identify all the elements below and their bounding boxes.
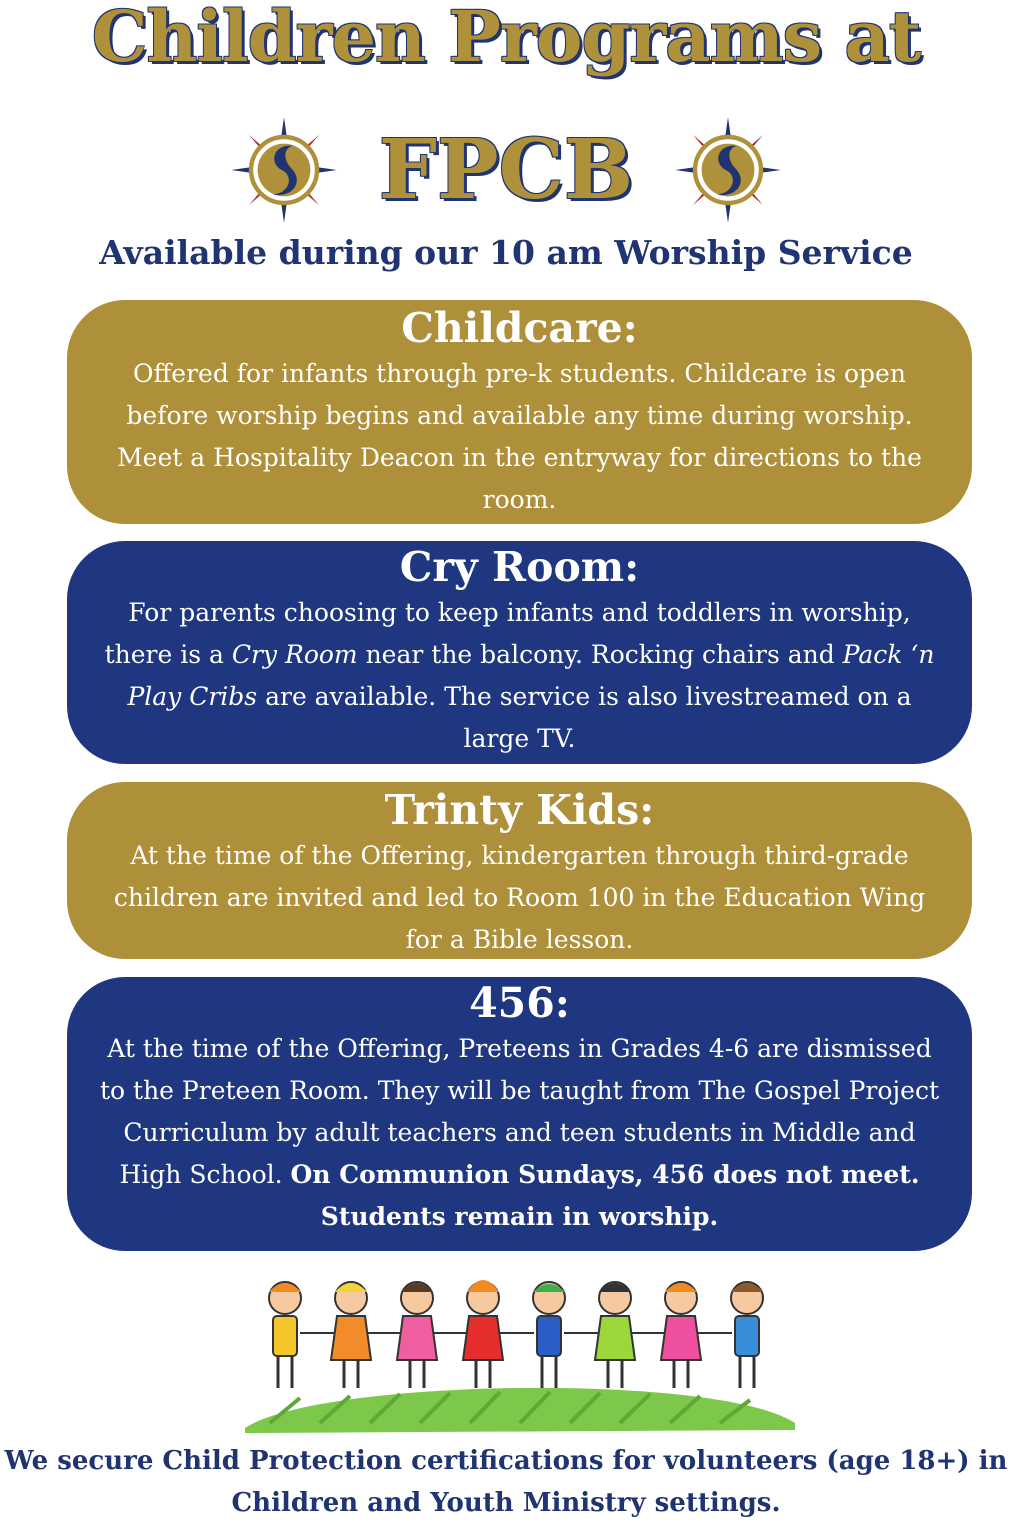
footer-note: We secure Child Protection certifications for volunteers (age 18+) in Children and Youth Ministry settings. bbox=[4, 1446, 1008, 1518]
group-456-body bbox=[95, 1028, 944, 1238]
group-456-body-bold: On Communion Sundays, 456 does not meet. Students remain in worship. bbox=[290, 1160, 920, 1232]
children-holding-hands-illustration bbox=[240, 1258, 800, 1438]
title-line-1: Children Programs at bbox=[91, 0, 921, 78]
group-456-card bbox=[67, 977, 972, 1251]
subtitle: Available during our 10 am Worship Service bbox=[99, 233, 913, 272]
compass-logo-icon bbox=[673, 115, 783, 225]
compass-logo-icon bbox=[229, 115, 339, 225]
cry-room-body-part-3: are available. The service is also livestreamed on a large TV. bbox=[257, 682, 912, 754]
cry-room-card bbox=[67, 541, 972, 764]
cry-room-em-1: Cry Room bbox=[231, 640, 358, 670]
title-line-2: FPCB bbox=[378, 122, 634, 218]
cry-room-heading: Cry Room: bbox=[399, 543, 640, 591]
trinity-kids-heading: Trinty Kids: bbox=[384, 786, 655, 834]
trinity-kids-body: At the time of the Offering, kindergarten through third-grade children are invited and led to Room 100 in the Education Wing for a Bible lesson. bbox=[113, 841, 926, 955]
cry-room-body bbox=[95, 592, 944, 760]
title-line-2-row bbox=[0, 115, 1012, 225]
cry-room-body-part-1: For parents choosing to keep infants and toddlers in worship, there is a bbox=[104, 598, 911, 670]
group-456-heading: 456: bbox=[469, 979, 570, 1027]
group-456-body-text: At the time of the Offering, Preteens in Grades 4-6 are dismissed to the Preteen Room. They will be taught from The Gospel Project Curriculum by adult teachers and teen students in Middle and High School. bbox=[99, 1034, 939, 1190]
childcare-body: Offered for infants through pre-k students. Childcare is open before worship begins and available any time during worship. Meet a Hospitality Deacon in the entryway for directions to the room. bbox=[117, 359, 922, 515]
cry-room-em-2: Pack ‘n Play Cribs bbox=[127, 640, 935, 712]
childcare-heading: Childcare: bbox=[401, 304, 638, 352]
trinity-kids-card bbox=[67, 782, 972, 959]
childcare-card bbox=[67, 300, 972, 524]
cry-room-body-part-2: near the balcony. Rocking chairs and bbox=[357, 640, 843, 670]
